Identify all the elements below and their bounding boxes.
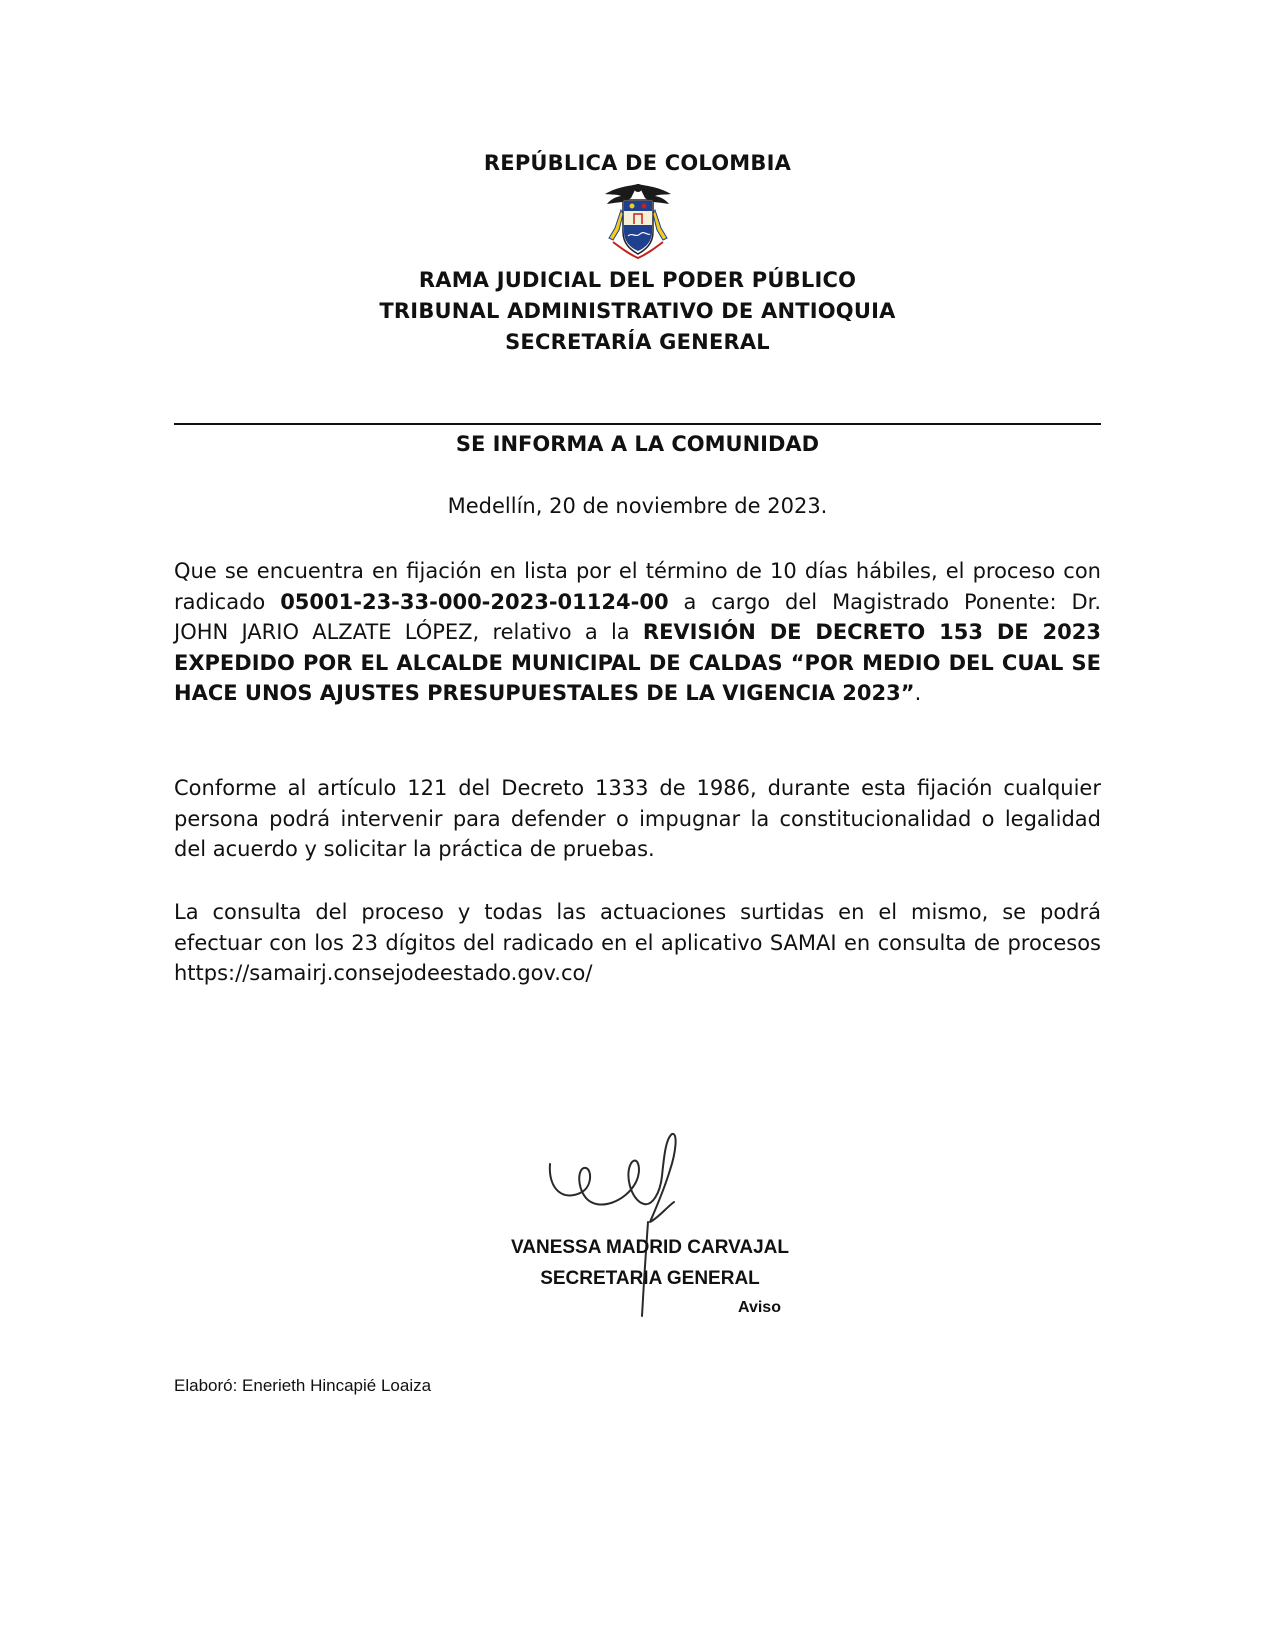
signer-role: SECRETARIA GENERAL (540, 1268, 760, 1289)
organization-line-1: RAMA JUDICIAL DEL PODER PÚBLICO (418, 268, 857, 292)
case-subject: REVISIÓN DE DECRETO 153 DE 2023 EXPEDIDO POR EL ALCALDE MUNICIPAL DE CALDAS “POR MEDIO DEL CUAL SE HACE UNOS AJUSTES PRESUPUESTALES DE LA VIGENCIA 2023” (174, 620, 1101, 705)
country-heading: REPÚBLICA DE COLOMBIA (483, 151, 792, 175)
document-type-label: Aviso (738, 1299, 781, 1316)
organization-line-3: SECRETARÍA GENERAL (505, 330, 770, 354)
prepared-by-note: Elaboró: Enerieth Hincapié Loaiza (174, 1376, 432, 1395)
paragraph-text: . (914, 681, 922, 705)
horizontal-divider (174, 423, 1101, 425)
date-line: Medellín, 20 de noviembre de 2023. (447, 494, 828, 518)
paragraph-text: Que se encuentra en fijación en lista por el término de 10 días hábiles, el proceso con radicado (174, 559, 1101, 614)
signer-name: VANESSA MADRID CARVAJAL (511, 1237, 789, 1258)
paragraph-consultation: La consulta del proceso y todas las actuaciones surtidas en el mismo, se podrá efectuar con los 23 dígitos del radicado en el aplicativo SAMAI en consulta de procesos https://samairj.consejodeestado.gov.co/ (174, 900, 1101, 985)
notice-title: SE INFORMA A LA COMUNIDAD (455, 432, 820, 456)
colombia-coat-of-arms-icon (601, 180, 675, 262)
case-number: 05001-23-33-000-2023-01124-00 (280, 589, 669, 614)
organization-line-2: TRIBUNAL ADMINISTRATIVO DE ANTIOQUIA (379, 299, 896, 323)
paragraph-text: a cargo del Magistrado Ponente: Dr. JOHN JARIO ALZATE LÓPEZ, relativo a la (174, 589, 1102, 644)
paragraph-process-info (174, 556, 1101, 709)
paragraph-legal-basis: Conforme al artículo 121 del Decreto 1333 de 1986, durante esta fijación cualquier persona podrá intervenir para defender o impugnar la constitucionalidad o legalidad del acuerdo y solicitar la práctica de pruebas. (174, 776, 1101, 861)
handwritten-signature (540, 1130, 740, 1320)
